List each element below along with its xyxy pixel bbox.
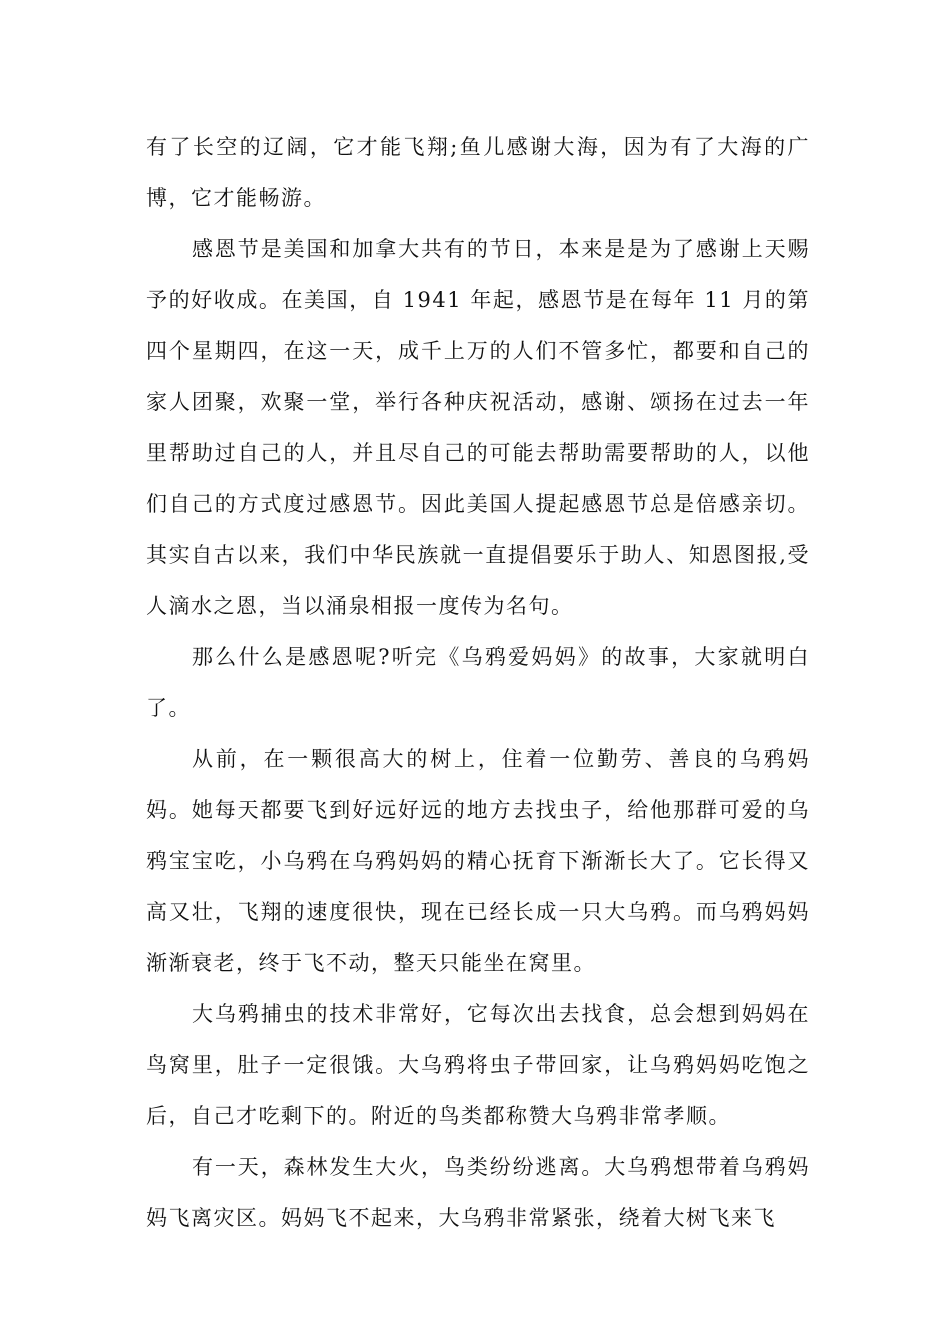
document-body <box>146 122 810 1244</box>
paragraph-6: 有一天，森林发生大火，鸟类纷纷逃离。大乌鸦想带着乌鸦妈妈飞离灾区。妈妈飞不起来，大乌鸦非常紧张，绕着大树飞来飞 <box>146 1155 810 1230</box>
paragraph-3: 那么什么是感恩呢?听完《乌鸦爱妈妈》的故事，大家就明白了。 <box>146 645 810 720</box>
paragraph-2: 感恩节是美国和加拿大共有的节日，本来是是为了感谢上天赐予的好收成。在美国，自 1941 年起，感恩节是在每年 11 月的第四个星期四，在这一天，成千上万的人们不管多忙，都要和自己的家人团聚，欢聚一堂，举行各种庆祝活动，感谢、颂扬在过去一年里帮助过自己的人，并且尽自己的可能去帮助需要帮助的人，以他们自己的方式度过感恩节。因此美国人提起感恩节总是倍感亲切。其实自古以来，我们中华民族就一直提倡要乐于助人、知恩图报,受人滴水之恩，当以涌泉相报一度传为名句。 <box>146 237 810 618</box>
paragraph-1: 有了长空的辽阔，它才能飞翔;鱼儿感谢大海，因为有了大海的广博，它才能畅游。 <box>146 135 810 210</box>
paragraph-5: 大乌鸦捕虫的技术非常好，它每次出去找食，总会想到妈妈在鸟窝里，肚子一定很饿。大乌鸦将虫子带回家，让乌鸦妈妈吃饱之后，自己才吃剩下的。附近的鸟类都称赞大乌鸦非常孝顺。 <box>146 1002 810 1128</box>
paragraph-4: 从前，在一颗很高大的树上，住着一位勤劳、善良的乌鸦妈妈。她每天都要飞到好远好远的地方去找虫子，给他那群可爱的乌鸦宝宝吃，小乌鸦在乌鸦妈妈的精心抚育下渐渐长大了。它长得又高又壮，飞翔的速度很快，现在已经长成一只大乌鸦。而乌鸦妈妈渐渐衰老，终于飞不动，整天只能坐在窝里。 <box>146 747 810 975</box>
